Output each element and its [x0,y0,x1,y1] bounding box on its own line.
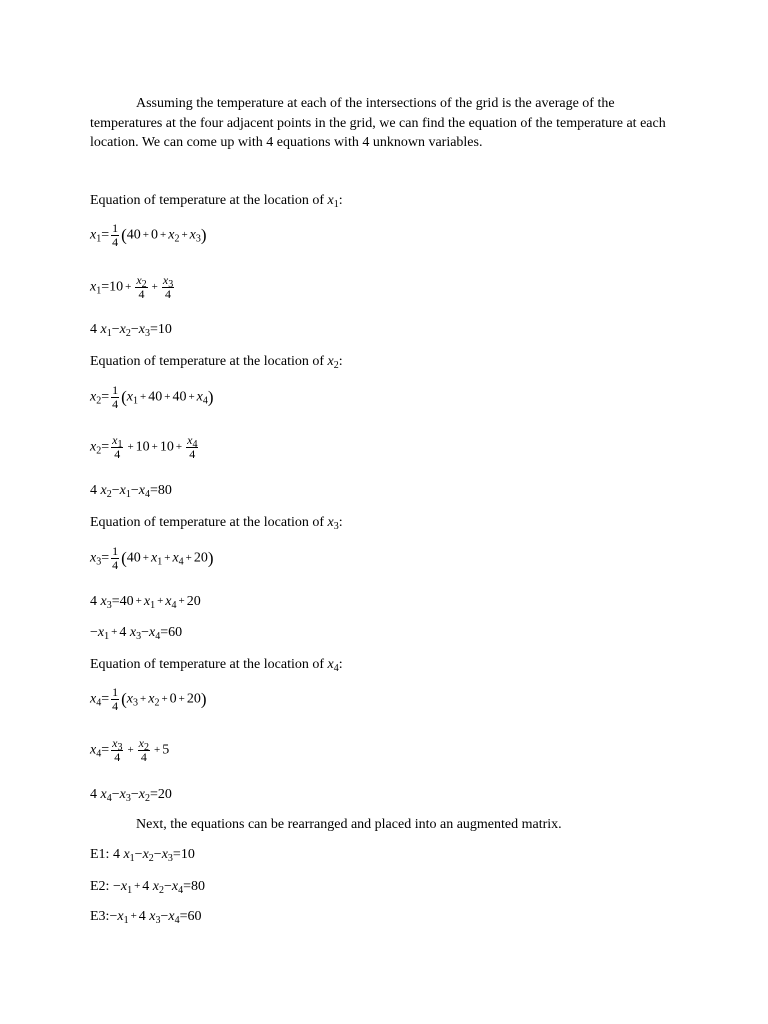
equation-x3-final: $-x_1 + 4$ $x_3-x_4=60$ [90,625,183,642]
next-step-text: Next, the equations can be rearranged and placed into an augmented matrix. [136,817,562,832]
equation-x2-expanded: $x_2=$ $\frac{x_1}{4}$ + 10 + 10 + $\frac{x_4}{4}$ [90,433,198,461]
intro-paragraph: Assuming the temperature at each of the intersections of the grid is the average of the temperatures at the four adjacent points in the grid, we can find the equation of the temperature at each location. We can come up with 4 equations with 4 unknown variables. [90,96,666,150]
heading-x4: Equation of temperature at the location of $x_4$: [90,657,343,674]
heading-x2: Equation of temperature at the location of $x_2$: [90,354,343,371]
matrix-row-e1: E1: 4 $x_1-x_2-x_3=10$ [90,847,195,864]
equation-x4-final: 4 $x_4-x_3-x_2=20$ [90,787,172,804]
equation-x3-average: $x_3=$ $\frac{1}{4}$ $(40 + x_1 + x_4 + 20)$ [90,544,214,572]
matrix-row-e3: $E3:-x_1 + 4$ $x_3-x_4=60$ [90,909,202,926]
equation-x1-final: 4 $x_1-x_2-x_3=10$ [90,322,172,339]
equation-x2-final: 4 $x_2-x_1-x_4=80$ [90,483,172,500]
equation-x4-expanded: $x_4=$ $\frac{x_3}{4}$ + $\frac{x_2}{4}$ + 5 [90,736,170,764]
equation-x1-expanded: $x_1=10$ + $\frac{x_2}{4}$ + $\frac{x_3}{4}$ [90,273,174,301]
heading-x1: Equation of temperature at the location of $x_1$: [90,193,343,210]
equation-x3-multiplied: 4 $x_3=40 + x_1 + x_4 + 20$ [90,594,201,611]
equation-x4-average: $x_4=$ $\frac{1}{4}$ $(x_3 + x_2 + 0 + 20)$ [90,685,207,713]
equation-x2-average: $x_2=$ $\frac{1}{4}$ $(x_1 + 40 + 40 + x_4)$ [90,383,214,411]
heading-x3: Equation of temperature at the location of $x_3$: [90,515,343,532]
equation-x1-average: $x_1=$ $\frac{1}{4}$ $(40 + 0 + x_2 + x_3)$ [90,221,207,249]
matrix-row-e2: E2: $-x_1 + 4$ $x_2-x_4=80$ [90,879,206,896]
